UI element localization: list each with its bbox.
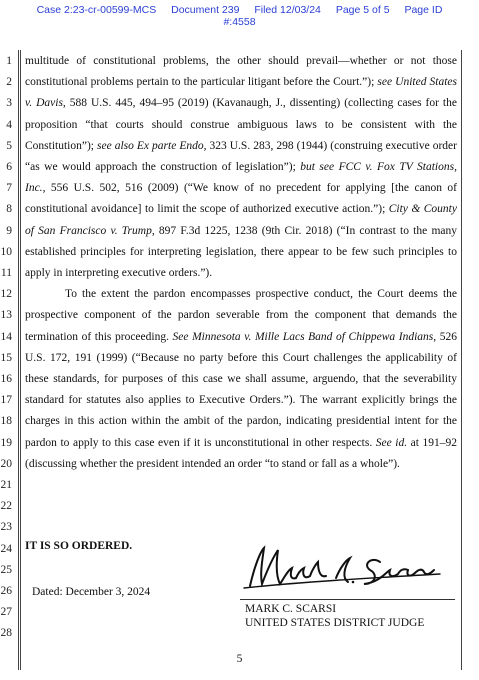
- line-number: 11: [0, 267, 12, 279]
- citation: See id.: [375, 436, 408, 449]
- line-number: 22: [0, 500, 12, 513]
- filed-date: Filed 12/03/24: [254, 4, 321, 16]
- text-run: To the extent the pardon encompasses prospective conduct, the Court deems the prospective component of the pardon severable from the component that demands the termination of this proceeding.: [25, 288, 457, 343]
- text-run: , 556 U.S. 502, 516 (2009) (“We know of no precedent for applying [the canon of constitutional avoidance] to limit the scope of authorized executive action.”);: [25, 182, 457, 216]
- margin-rule-left-inner: [20, 50, 21, 670]
- case-header-row: [0, 4, 479, 16]
- line-number: 24: [0, 542, 12, 555]
- citation: but see FCC v. Fox TV Stations, Inc.: [25, 161, 457, 195]
- text-run: , 588 U.S. 445, 494–95 (2019) (Kavanaugh, J., dissenting) (collecting cases for the proposition “that courts should construe ambiguous laws to be consistent with the Constitution”);: [25, 97, 457, 152]
- margin-rule-right: [461, 50, 462, 670]
- case-header: [0, 4, 479, 28]
- citation: City & County of San Francisco v. Trump: [25, 203, 457, 237]
- line-number: 1: [6, 55, 12, 67]
- document-number: Document 239: [171, 4, 240, 16]
- line-number: 2: [6, 76, 12, 89]
- line-number: 3: [6, 97, 12, 110]
- text-run: , 897 F.3d 1225, 1238 (9th Cir. 2018) (“In contrast to the many established principles for interpreting legislation, there appear to be few such principles to apply in interpreting executive orders.”).: [25, 224, 457, 280]
- line-number: 19: [0, 436, 12, 449]
- case-number: Case 2:23-cr-00599-MCS: [36, 4, 157, 16]
- line-number: 27: [0, 606, 12, 619]
- signature-image: [240, 538, 450, 600]
- line-number: 16: [0, 373, 12, 385]
- line-number: 25: [0, 563, 12, 576]
- line-number: 5: [6, 139, 12, 152]
- line-number: 15: [0, 351, 12, 364]
- line-number: 7: [6, 182, 12, 195]
- paragraph-1: [25, 51, 457, 284]
- line-number: 17: [0, 394, 12, 407]
- text-run: at 191–92 (discussing whether the president intended an order “to stand or fall as a whole”).: [25, 436, 457, 470]
- line-number: 23: [0, 521, 12, 534]
- citation: see United States v. Davis: [25, 76, 457, 110]
- line-number: 18: [0, 415, 12, 428]
- page-number: 5: [236, 653, 243, 665]
- judge-block: [245, 602, 424, 630]
- order-statement: IT IS SO ORDERED.: [25, 540, 133, 552]
- line-number: 26: [0, 585, 12, 597]
- text-run: , 526 U.S. 172, 191 (1999) (“Because no party before this Court challenges the applicability of these standards, for purposes of this case we shall assume, arguendo, that the severability standard for statutes also applies to Executive Orders.”). The warrant explicitly brings the charges in this action within the ambit of the pardon, indicating presidential intent for the pardon to apply to this case even if it is unconstitutional in other respects.: [25, 330, 457, 449]
- page-id: #:4558: [223, 16, 256, 28]
- page-of: Page 5 of 5: [335, 4, 390, 16]
- date-line: Dated: December 3, 2024: [32, 586, 151, 598]
- line-number: 14: [0, 330, 12, 343]
- line-number: 21: [0, 479, 12, 491]
- text-run: , 323 U.S. 283, 298 (1944) (construing executive order “as we would approach the construction of legislation”);: [25, 139, 457, 174]
- line-number: 12: [0, 288, 12, 301]
- citation: see also Ex parte Endo: [97, 139, 204, 152]
- judge-name: MARK C. SCARSI: [245, 603, 337, 615]
- page-id-label: Page ID: [404, 4, 443, 16]
- line-number: 10: [0, 245, 12, 258]
- signature-line: [240, 599, 455, 600]
- signature: [240, 538, 450, 600]
- line-number: 9: [6, 224, 12, 237]
- line-number: 28: [0, 627, 12, 640]
- text-run: multitude of constitutional problems, the other should prevail—whether or not those constitutional problems pertain to the particular litigant before the Court.”);: [25, 55, 457, 89]
- paragraph-2: [25, 284, 457, 475]
- line-number: 6: [6, 161, 12, 173]
- line-number: 20: [0, 457, 12, 470]
- body-text: [25, 51, 457, 475]
- citation: See Minnesota v. Mille Lacs Band of Chippewa Indians: [172, 330, 434, 343]
- line-number: 4: [6, 118, 12, 131]
- judge-title: UNITED STATES DISTRICT JUDGE: [245, 617, 425, 629]
- margin-rule-left: [18, 50, 19, 670]
- line-number: 8: [6, 203, 12, 216]
- line-number: 13: [0, 309, 12, 322]
